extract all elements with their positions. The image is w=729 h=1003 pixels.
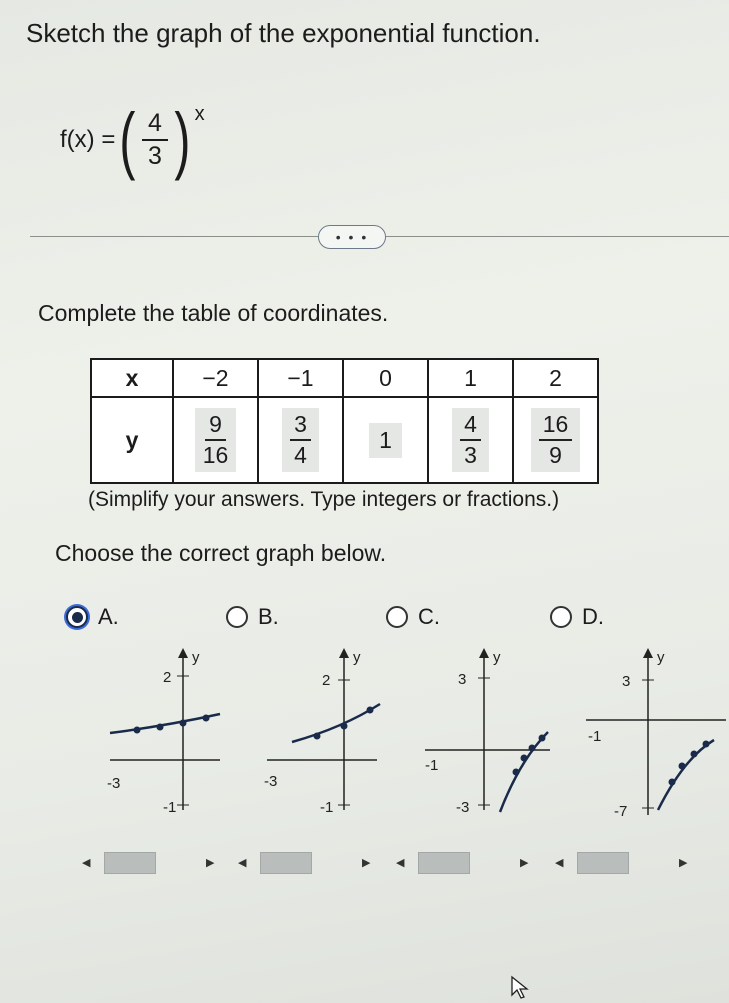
mouse-cursor-icon — [510, 975, 530, 1001]
graph-a[interactable] — [105, 640, 255, 820]
plot-point — [314, 733, 321, 740]
y-answer-box[interactable] — [531, 408, 581, 473]
scroll-right-icon[interactable]: ▶ — [520, 857, 529, 869]
y-axis-arrow-icon — [178, 648, 188, 658]
y-denominator: 3 — [464, 442, 477, 468]
x-cell: 0 — [343, 359, 428, 397]
scroll-thumb[interactable] — [577, 852, 629, 874]
y-axis-label: y — [192, 649, 200, 666]
option-b[interactable] — [226, 604, 279, 630]
option-a-label: A. — [98, 604, 119, 629]
more-button[interactable]: • • • — [318, 225, 386, 249]
scroll-left-icon[interactable]: ◀ — [238, 857, 247, 869]
scroll-left-icon[interactable]: ◀ — [396, 857, 405, 869]
y-axis-arrow-icon — [643, 648, 653, 658]
graph-d-scrollbar[interactable] — [555, 852, 695, 874]
y-denominator: 16 — [202, 442, 229, 468]
x-cell: −1 — [258, 359, 343, 397]
option-c-label: C. — [418, 604, 440, 629]
y-cell — [428, 397, 513, 483]
x-cell: 2 — [513, 359, 598, 397]
base-numerator: 4 — [142, 110, 168, 142]
y-header: y — [91, 397, 173, 483]
plot-point — [521, 755, 528, 762]
scroll-thumb[interactable] — [260, 852, 312, 874]
radio-a[interactable] — [66, 606, 88, 628]
function-formula — [60, 95, 205, 185]
left-tick-label: -3 — [264, 773, 278, 790]
left-tick-label: -3 — [107, 775, 121, 792]
top-tick-label: 2 — [163, 669, 172, 686]
y-cell — [513, 397, 598, 483]
top-tick-label: 3 — [458, 671, 467, 688]
scroll-right-icon[interactable]: ▶ — [679, 857, 688, 869]
plot-point — [367, 707, 374, 714]
y-answer-box[interactable] — [369, 423, 402, 458]
x-header: x — [91, 359, 173, 397]
y-cell — [173, 397, 258, 483]
y-cell — [343, 397, 428, 483]
option-d-label: D. — [582, 604, 604, 629]
scroll-right-icon[interactable]: ▶ — [362, 857, 371, 869]
table-instruction: Complete the table of coordinates. — [38, 300, 389, 326]
y-answer-box[interactable] — [282, 408, 319, 473]
plot-point — [157, 724, 164, 731]
answer-hint: (Simplify your answers. Type integers or fractions.) — [88, 488, 560, 511]
bottom-tick-label: -1 — [320, 799, 334, 816]
y-denominator: 9 — [549, 442, 562, 468]
plot-point — [703, 741, 710, 748]
graph-c[interactable] — [420, 640, 570, 820]
x-cell: −2 — [173, 359, 258, 397]
y-axis-arrow-icon — [339, 648, 349, 658]
formula-exponent: x — [194, 103, 205, 125]
radio-dot — [72, 612, 83, 623]
left-paren: ( — [119, 98, 136, 181]
right-paren: ) — [174, 98, 191, 181]
y-numerator: 3 — [290, 412, 311, 441]
y-numerator: 16 — [539, 412, 573, 441]
top-tick-label: 2 — [322, 672, 331, 689]
curve — [658, 740, 714, 810]
y-axis-arrow-icon — [479, 648, 489, 658]
y-numerator: 9 — [205, 412, 226, 441]
y-cell — [258, 397, 343, 483]
scroll-thumb[interactable] — [104, 852, 156, 874]
y-axis-label: y — [493, 649, 501, 666]
base-fraction — [142, 110, 168, 171]
scroll-thumb[interactable] — [418, 852, 470, 874]
x-cell: 1 — [428, 359, 513, 397]
plot-point — [203, 715, 210, 722]
choose-label: Choose the correct graph below. — [55, 540, 387, 566]
option-c[interactable] — [386, 604, 440, 630]
scroll-left-icon[interactable]: ◀ — [555, 857, 564, 869]
graph-b[interactable] — [262, 640, 412, 820]
option-a[interactable] — [66, 604, 119, 630]
right-tick-label: -1 — [588, 728, 602, 745]
y-numerator: 4 — [460, 412, 481, 441]
y-axis-label: y — [353, 649, 361, 666]
plot-point — [539, 735, 546, 742]
y-denominator: 4 — [294, 442, 307, 468]
plot-point — [529, 745, 536, 752]
bottom-tick-label: -1 — [163, 799, 177, 816]
scroll-left-icon[interactable]: ◀ — [82, 857, 91, 869]
graph-a-scrollbar[interactable] — [82, 852, 222, 874]
x-row — [91, 359, 598, 397]
y-whole: 1 — [379, 426, 392, 453]
y-answer-box[interactable] — [195, 408, 237, 473]
radio-b[interactable] — [226, 606, 248, 628]
y-row — [91, 397, 598, 483]
radio-c[interactable] — [386, 606, 408, 628]
curve — [500, 732, 548, 812]
y-axis-label: y — [657, 649, 665, 666]
bottom-tick-label: -3 — [456, 799, 470, 816]
option-b-label: B. — [258, 604, 279, 629]
option-d[interactable] — [550, 604, 604, 630]
formula-lhs: f(x) = — [60, 126, 116, 153]
coordinates-table — [90, 358, 599, 484]
top-tick-label: 3 — [622, 673, 631, 690]
base-denominator: 3 — [148, 142, 162, 170]
right-tick-label: -1 — [425, 757, 439, 774]
plot-point — [691, 751, 698, 758]
graph-d[interactable] — [586, 640, 729, 820]
plot-point — [341, 723, 348, 730]
plot-point — [679, 763, 686, 770]
plot-point — [513, 769, 520, 776]
plot-point — [180, 720, 187, 727]
plot-point — [134, 727, 141, 734]
graph-c-scrollbar[interactable] — [396, 852, 536, 874]
question-text: Sketch the graph of the exponential function. — [26, 18, 541, 48]
graph-b-scrollbar[interactable] — [238, 852, 378, 874]
scroll-right-icon[interactable]: ▶ — [206, 857, 215, 869]
radio-d[interactable] — [550, 606, 572, 628]
bottom-tick-label: -7 — [614, 803, 628, 820]
y-answer-box[interactable] — [452, 408, 489, 473]
plot-point — [669, 779, 676, 786]
